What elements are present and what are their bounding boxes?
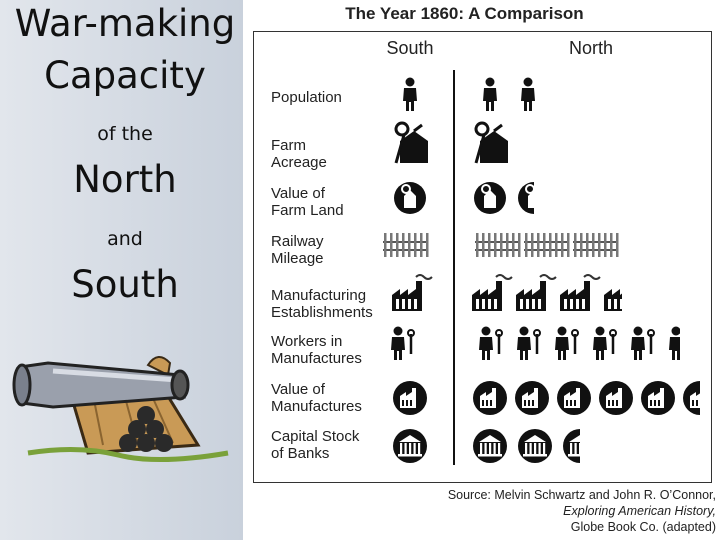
source-line1: Source: Melvin Schwartz and John R. O’Connor, (447, 488, 716, 502)
row-label-workers-in-manufactures: Workers in Manufactures (271, 333, 362, 367)
row-label-manufacturing-establishments: Manufacturing Establishments (271, 287, 373, 321)
sidebar-and: and (107, 228, 143, 250)
sidebar-title-line1: War-making (14, 2, 236, 45)
cannon-clipart (8, 345, 236, 465)
column-divider (453, 70, 455, 465)
sidebar-of-the: of the (97, 123, 153, 145)
row-label-railway-mileage: Railway Mileage (271, 233, 324, 267)
sidebar-north: North (73, 158, 177, 201)
sidebar-south: South (71, 263, 179, 306)
column-header-south: South (386, 38, 434, 58)
source-line2: Exploring American History, (563, 504, 716, 518)
source-citation (448, 487, 716, 535)
column-header-north: North (568, 38, 613, 58)
sidebar-title-line2: Capacity (44, 54, 206, 97)
row-label-capital-stock-of-banks: Capital Stock of Banks (271, 428, 360, 462)
chart-title: The Year 1860: A Comparison (345, 4, 584, 23)
source-line3: Globe Book Co. (adapted) (570, 520, 716, 534)
row-label-value-of-farm-land: Value of Farm Land (271, 185, 344, 219)
row-label-population: Population (271, 89, 342, 106)
row-label-farm-acreage: Farm Acreage (271, 137, 327, 171)
row-label-value-of-manufactures: Value of Manufactures (271, 381, 362, 415)
